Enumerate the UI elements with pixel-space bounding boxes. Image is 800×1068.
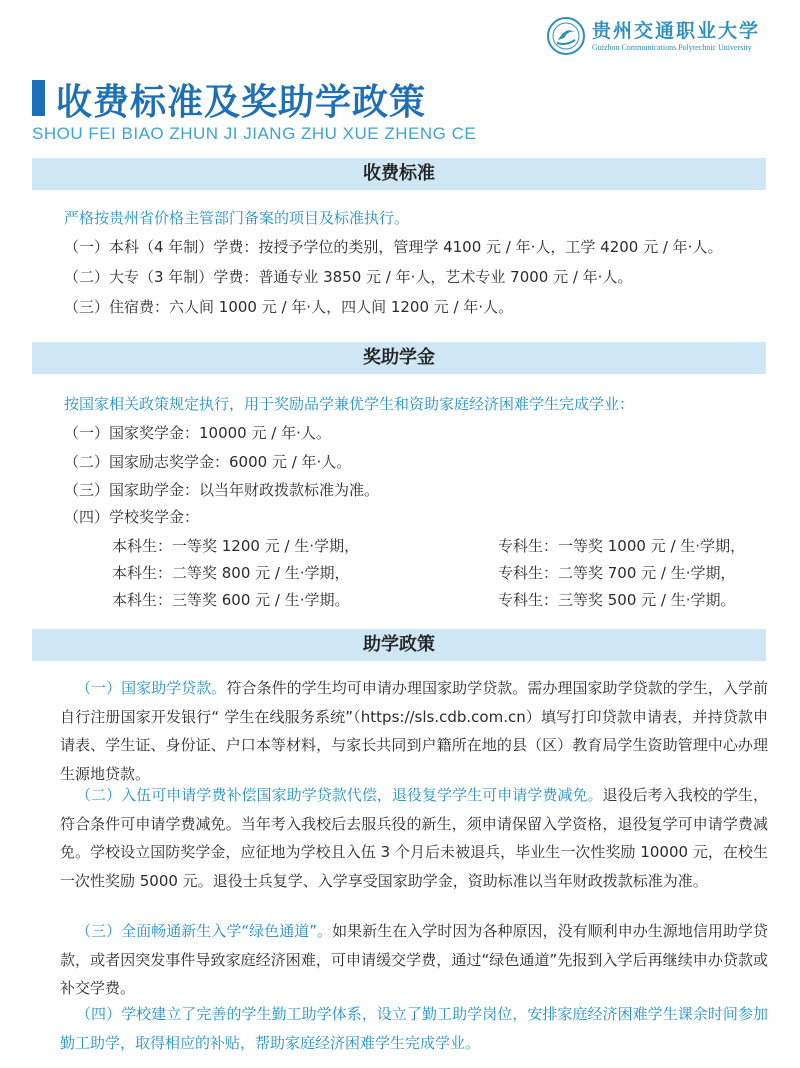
policy-paragraph-2	[60, 781, 768, 895]
scholarship-item: （四）学校奖学金：	[64, 508, 200, 526]
policy-body: 退役后考入我校的学生，符合条件可申请学费减免。当年考入我校后去服兵役的新生，须申请保留入学资格，退役复学可申请学费减免。学校设立国防奖学金，应征地为学校且入伍 3 个月后未被退兵，毕业生一次性奖励 10000 元，在校生一次性奖励 5000 元。退役士兵复学、入学享受国家助学金，资助标准以当年财政拨款标准为准。	[60, 786, 768, 890]
policy-body: 如果新生在入学时因为各种原因，没有顺利申办生源地信用助学贷款，或者因突发事件导致家庭经济困难，可申请缓交学费，通过“绿色通道”先报到入学后再继续申办贷款或补交学费。	[60, 922, 768, 997]
school-scholarship-undergrad: 本科生：二等奖 800 元 / 生·学期，	[112, 564, 350, 582]
section-heading-scholarships: 奖助学金	[32, 342, 766, 374]
policy-lead: （三）全面畅通新生入学“绿色通道”。	[76, 922, 333, 940]
school-scholarship-junior: 专科生：一等奖 1000 元 / 生·学期，	[498, 537, 746, 555]
school-scholarship-junior: 专科生：三等奖 500 元 / 生·学期。	[498, 591, 736, 609]
fees-item: （一）本科（4 年制）学费：按授予学位的类别，管理学 4100 元 / 年·人，工学 4200 元 / 年·人。	[64, 238, 723, 256]
page-title: 收费标准及奖助学政策	[56, 82, 427, 123]
policy-lead: （一）国家助学贷款。	[76, 679, 227, 697]
university-emblem-icon	[546, 16, 586, 56]
fees-intro: 严格按贵州省价格主管部门备案的项目及标准执行。	[64, 209, 410, 227]
fees-item: （三）住宿费：六人间 1000 元 / 年·人，四人间 1200 元 / 年·人。	[64, 298, 514, 316]
university-name-en: Guizhou Communications Polytechnic University	[592, 43, 752, 52]
scholarship-item: （一）国家奖学金：10000 元 / 年·人。	[64, 424, 331, 442]
fees-item: （二）大专（3 年制）学费：普通专业 3850 元 / 年·人，艺术专业 7000 元 / 年·人。	[64, 268, 633, 286]
policy-paragraph-1	[60, 674, 768, 788]
school-scholarship-undergrad: 本科生：一等奖 1200 元 / 生·学期，	[112, 537, 360, 555]
scholarship-item: （二）国家励志奖学金：6000 元 / 年·人。	[64, 453, 352, 471]
page-subtitle: SHOU FEI BIAO ZHUN JI JIANG ZHU XUE ZHENG CE	[32, 124, 477, 143]
scholarship-item: （三）国家助学金：以当年财政拨款标准为准。	[64, 481, 380, 499]
university-logo	[546, 14, 786, 58]
scholarships-intro: 按国家相关政策规定执行，用于奖励品学兼优学生和资助家庭经济困难学生完成学业：	[64, 395, 635, 413]
title-accent-bar	[32, 80, 45, 116]
school-scholarship-junior: 专科生：二等奖 700 元 / 生·学期，	[498, 564, 736, 582]
policy-lead: （二）入伍可申请学费补偿国家助学贷款代偿，退役复学学生可申请学费减免。	[76, 786, 603, 804]
policy-paragraph-3	[60, 917, 768, 1003]
university-name-cn: 贵州交通职业大学	[592, 20, 761, 42]
policy-lead: （四）学校建立了完善的学生勤工助学体系，设立了勤工助学岗位，安排家庭经济困难学生课余时间参加勤工助学，取得相应的补贴，帮助家庭经济困难学生完成学业。	[60, 1005, 768, 1052]
school-scholarship-undergrad: 本科生：三等奖 600 元 / 生·学期。	[112, 591, 350, 609]
section-heading-fees: 收费标准	[32, 158, 766, 190]
policy-body: 符合条件的学生均可申请办理国家助学贷款。需办理国家助学贷款的学生，入学前自行注册国家开发银行“ 学生在线服务系统”（https://sls.cdb.com.cn）填写打印贷款申请表，并持贷款申请表、学生证、身份证、户口本等材料，与家长共同到户籍所在地的县（区）教育局学生资助管理中心办理生源地贷款。	[60, 679, 768, 783]
section-heading-policy: 助学政策	[32, 629, 766, 661]
policy-paragraph-4	[60, 1000, 768, 1057]
